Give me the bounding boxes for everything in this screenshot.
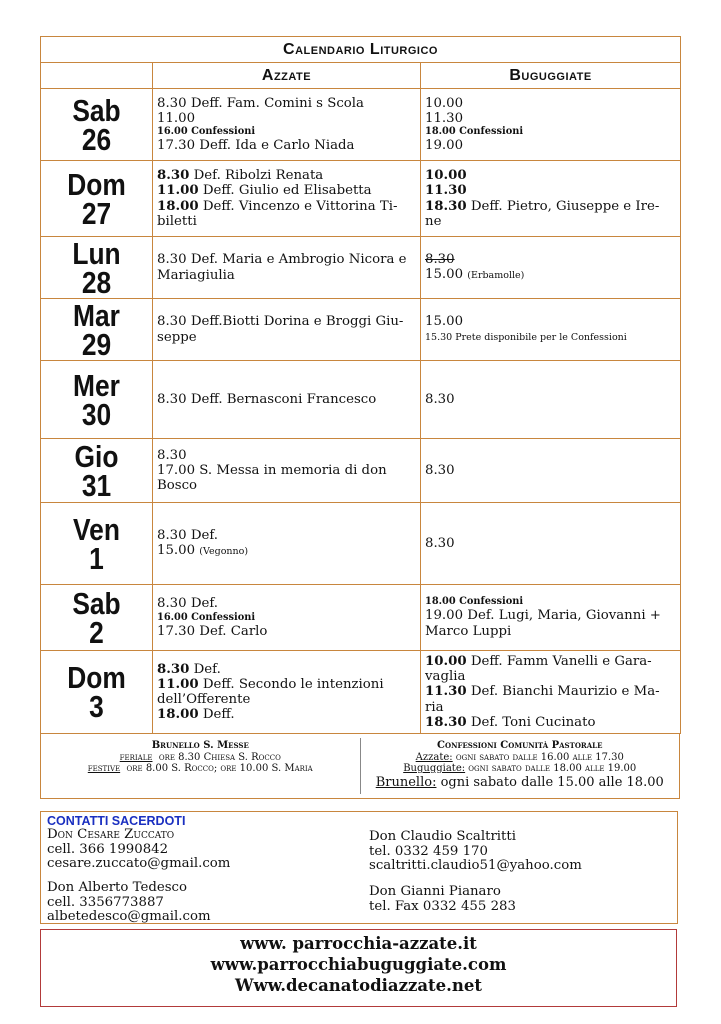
website-link[interactable]: www. parrocchia-azzate.it [240,934,477,953]
schedule-text: Deff. Pietro, Giuseppe e Ire- [466,198,660,214]
schedule-line [157,612,416,624]
schedule-text: 8.30 [425,462,455,478]
day-cell [41,651,153,734]
day-name: Sab [72,92,121,128]
contacts-title: CONTATTI SACERDOTI [47,814,186,828]
schedule-text: 8.30 Def. [157,527,219,543]
day-cell [41,237,153,299]
day-name: Gio [74,438,119,474]
azzate-schedule [153,585,421,651]
day-cell [41,89,153,161]
schedule-line [425,138,676,153]
buguggiate-schedule [421,361,681,439]
buguggiate-schedule [421,439,681,503]
azzate-schedule [153,651,421,734]
contact-card [47,881,211,925]
day-row [41,299,681,361]
schedule-text: ria [425,699,444,715]
schedule-text: 8.30 [425,535,455,551]
azzate-schedule [153,161,421,237]
schedule-text: 17.30 Deff. Ida e Carlo Niada [157,138,355,154]
schedule-text: Def. Toni Cucinato [466,714,596,730]
schedule-time: 8.30 [157,168,190,184]
day-name: Dom [67,660,126,695]
azzate-schedule [153,503,421,585]
confessions-info [361,734,680,798]
schedule-line [425,96,676,111]
day-cell [41,439,153,503]
schedule-text: 19.00 [425,138,464,154]
buguggiate-schedule [421,237,681,299]
schedule-line [425,463,676,478]
schedule-text: Def. Ribolzi Renata [189,168,324,184]
schedule-line [425,700,676,715]
schedule-text: Marco Luppi [425,623,512,639]
day-number: 29 [81,326,112,362]
schedule-text: 18.00 Confessioni [425,126,524,138]
day-row [41,161,681,237]
schedule-note: (Vegonno) [199,546,249,557]
schedule-line [157,624,416,639]
schedule-line [157,478,416,493]
schedule-line [157,183,416,198]
schedule-line [157,330,416,345]
column-azzate: Azzate [153,63,421,89]
buguggiate-schedule [421,299,681,361]
day-number: 30 [81,396,112,432]
schedule-line [425,267,676,283]
day-number: 28 [81,264,112,300]
day-row [41,651,681,734]
schedule-line [157,96,416,111]
schedule-line [425,330,676,345]
day-row [41,503,681,585]
schedule-line [425,214,676,229]
confessions-azzate-label: Azzate: [415,751,453,763]
schedule-time: 18.00 [157,198,199,214]
day-number: 31 [81,467,112,503]
confessions-title: Confessioni Comunità Pastorale [437,740,603,752]
azzate-schedule [153,299,421,361]
day-row [41,237,681,299]
schedule-text: 8.30 [157,447,187,463]
schedule-line [157,268,416,283]
schedule-line [425,392,676,407]
schedule-time: 18.30 [425,198,467,214]
day-number: 1 [89,540,104,576]
schedule-time: 18.00 [157,707,199,723]
website-link[interactable]: Www.decanatodiazzate.net [234,976,483,995]
schedule-line [157,138,416,153]
liturgical-calendar [40,36,680,799]
schedule-line [157,314,416,329]
buguggiate-schedule [421,503,681,585]
day-name: Sab [72,585,121,621]
schedule-text: Deff. Giulio ed Elisabetta [198,183,372,199]
schedule-line [425,608,676,623]
schedule-text: 8.30 [425,251,455,267]
calendar-title: Calendario Liturgico [41,37,681,63]
schedule-text: 8.30 [425,391,455,407]
schedule-text: Mariagiulia [157,267,235,283]
schedule-line [425,669,676,684]
schedule-line [157,168,416,183]
schedule-text: 8.30 Def. [157,596,219,612]
schedule-line [425,168,676,183]
day-row [41,361,681,439]
schedule-text: 15.00 [425,314,464,330]
schedule-line [157,214,416,229]
buguggiate-schedule [421,161,681,237]
day-row [41,585,681,651]
contact-card [369,885,516,914]
contact-name: Don Gianni Pianaro [369,884,501,899]
schedule-text: 8.30 Deff.Biotti Dorina e Broggi Giu- [157,314,404,330]
azzate-schedule [153,439,421,503]
confessions-brunello-label: Brunello: [375,774,437,790]
schedule-time: 10.00 [425,168,467,184]
website-links [40,929,677,1007]
schedule-line [157,252,416,267]
schedule-line [425,715,676,730]
feriale-label: feriale [119,751,153,763]
day-cell [41,161,153,237]
azzate-schedule [153,237,421,299]
schedule-text: biletti [157,213,197,229]
contact-card [47,828,230,872]
schedule-text: vaglia [425,669,466,685]
day-name: Dom [67,166,126,202]
schedule-line [425,199,676,214]
contact-name: Don Claudio Scaltritti [369,829,516,844]
day-number: 3 [89,689,104,724]
schedule-line [425,252,676,267]
schedule-text: 18.00 Confessioni [425,596,524,608]
day-name: Ven [73,511,120,547]
schedule-text: 8.30 Def. Maria e Ambrogio Nicora e [157,252,407,268]
schedule-line [157,111,416,126]
brunello-title: Brunello S. Messe [151,740,249,752]
schedule-text: 15.00 [425,267,468,282]
schedule-text: Bosco [157,478,198,494]
schedule-text: 15.30 Prete disponibile per le Confessioni [425,331,627,343]
schedule-text: 8.30 Deff. Fam. Comini s Scola [157,95,364,111]
contact-phone: cell. 366 1990842 [47,841,169,857]
schedule-line [157,662,416,677]
brunello-masses [41,738,361,794]
schedule-line [425,624,676,639]
calendar-table [40,36,681,734]
schedule-text: Deff. Vincenzo e Vittorina Ti- [198,198,398,214]
day-number: 2 [89,614,104,650]
confessions-azzate-text: ogni sabato dalle 16.00 alle 17.30 [455,751,624,763]
schedule-line [425,654,676,669]
schedule-text: dell’Offerente [157,692,251,707]
schedule-line [157,528,416,543]
schedule-line [157,199,416,214]
day-cell [41,299,153,361]
website-link[interactable]: www.parrocchiabuguggiate.com [210,955,507,974]
schedule-text: 17.30 Def. Carlo [157,623,268,639]
schedule-line [425,536,676,551]
contact-phone: tel. 0332 459 170 [369,843,488,859]
confessions-buguggiate-label: Buguggiate: [403,763,466,775]
confessions-buguggiate-text: ogni sabato dalle 18.00 alle 19.00 [468,763,637,775]
contact-email[interactable]: albetedesco@gmail.com [47,909,211,924]
buguggiate-schedule [421,585,681,651]
priest-contacts [40,811,678,924]
schedule-line [157,126,416,138]
contact-name: Don Alberto Tedesco [47,880,187,895]
day-header-blank [41,63,153,89]
contact-phone: cell. 3356773887 [47,894,164,910]
day-cell [41,503,153,585]
schedule-line [157,707,416,722]
day-name: Lun [72,235,121,271]
contact-email[interactable]: cesare.zuccato@gmail.com [47,856,231,871]
schedule-time: 11.30 [425,684,467,700]
column-buguggiate: Buguggiate [421,63,681,89]
schedule-text: 16.00 Confessioni [157,611,256,623]
buguggiate-schedule [421,651,681,734]
day-cell [41,585,153,651]
schedule-line [157,692,416,707]
feriale-text: ore 8.30 Chiesa S. Rocco [158,751,281,763]
day-number: 26 [81,121,112,157]
schedule-text: 16.00 Confessioni [157,126,256,138]
schedule-line [425,111,676,126]
day-cell [41,361,153,439]
day-number: 27 [81,195,112,231]
schedule-note: (Erbamolle) [467,270,525,281]
schedule-line [425,684,676,699]
schedule-time: 18.30 [425,714,467,730]
schedule-text: Deff. [198,707,235,723]
contact-card [369,830,582,874]
schedule-line [425,314,676,329]
contact-email[interactable]: scaltritti.claudio51@yahoo.com [369,858,582,873]
schedule-text: 11.00 [157,110,196,126]
schedule-line [157,392,416,407]
contact-name: Don Cesare Zuccato [47,827,175,842]
schedule-text: 19.00 Def. Lugi, Maria, Giovanni + [425,608,661,624]
schedule-time: 11.00 [157,676,199,692]
azzate-schedule [153,361,421,439]
schedule-line [425,126,676,138]
schedule-text: 10.00 [425,95,464,111]
schedule-line [157,677,416,692]
schedule-line [157,543,416,559]
festive-label: festive [87,763,121,775]
schedule-line [425,596,676,608]
contact-phone: tel. Fax 0332 455 283 [369,898,516,914]
schedule-text: 17.00 S. Messa in memoria di don [157,462,387,478]
day-row [41,439,681,503]
confessions-brunello-text: ogni sabato dalle 15.00 alle 18.00 [440,774,664,790]
schedule-line [157,596,416,611]
schedule-text: Deff. Famm Vanelli e Gara- [466,654,652,669]
azzate-schedule [153,89,421,161]
schedule-line [157,463,416,478]
day-name: Mer [73,367,120,403]
schedule-time: 11.00 [157,183,199,199]
schedule-time: 11.30 [425,183,467,199]
schedule-text: 15.00 [157,543,200,558]
schedule-text: seppe [157,329,197,345]
schedule-text: 11.30 [425,110,464,126]
schedule-line [425,183,676,198]
festive-text: ore 8.00 S. Rocco; ore 10.00 S. Maria [126,763,313,775]
day-row [41,89,681,161]
schedule-time: 10.00 [425,654,467,669]
schedule-text: 8.30 Deff. Bernasconi Francesco [157,391,377,407]
info-box [40,734,680,799]
day-name: Mar [73,297,120,333]
schedule-text: ne [425,213,442,229]
schedule-text: Def. Bianchi Maurizio e Ma- [466,684,660,700]
schedule-text: Deff. Secondo le intenzioni [198,676,384,692]
schedule-text: Def. [189,661,221,677]
buguggiate-schedule [421,89,681,161]
schedule-line [157,448,416,463]
schedule-time: 8.30 [157,661,190,677]
